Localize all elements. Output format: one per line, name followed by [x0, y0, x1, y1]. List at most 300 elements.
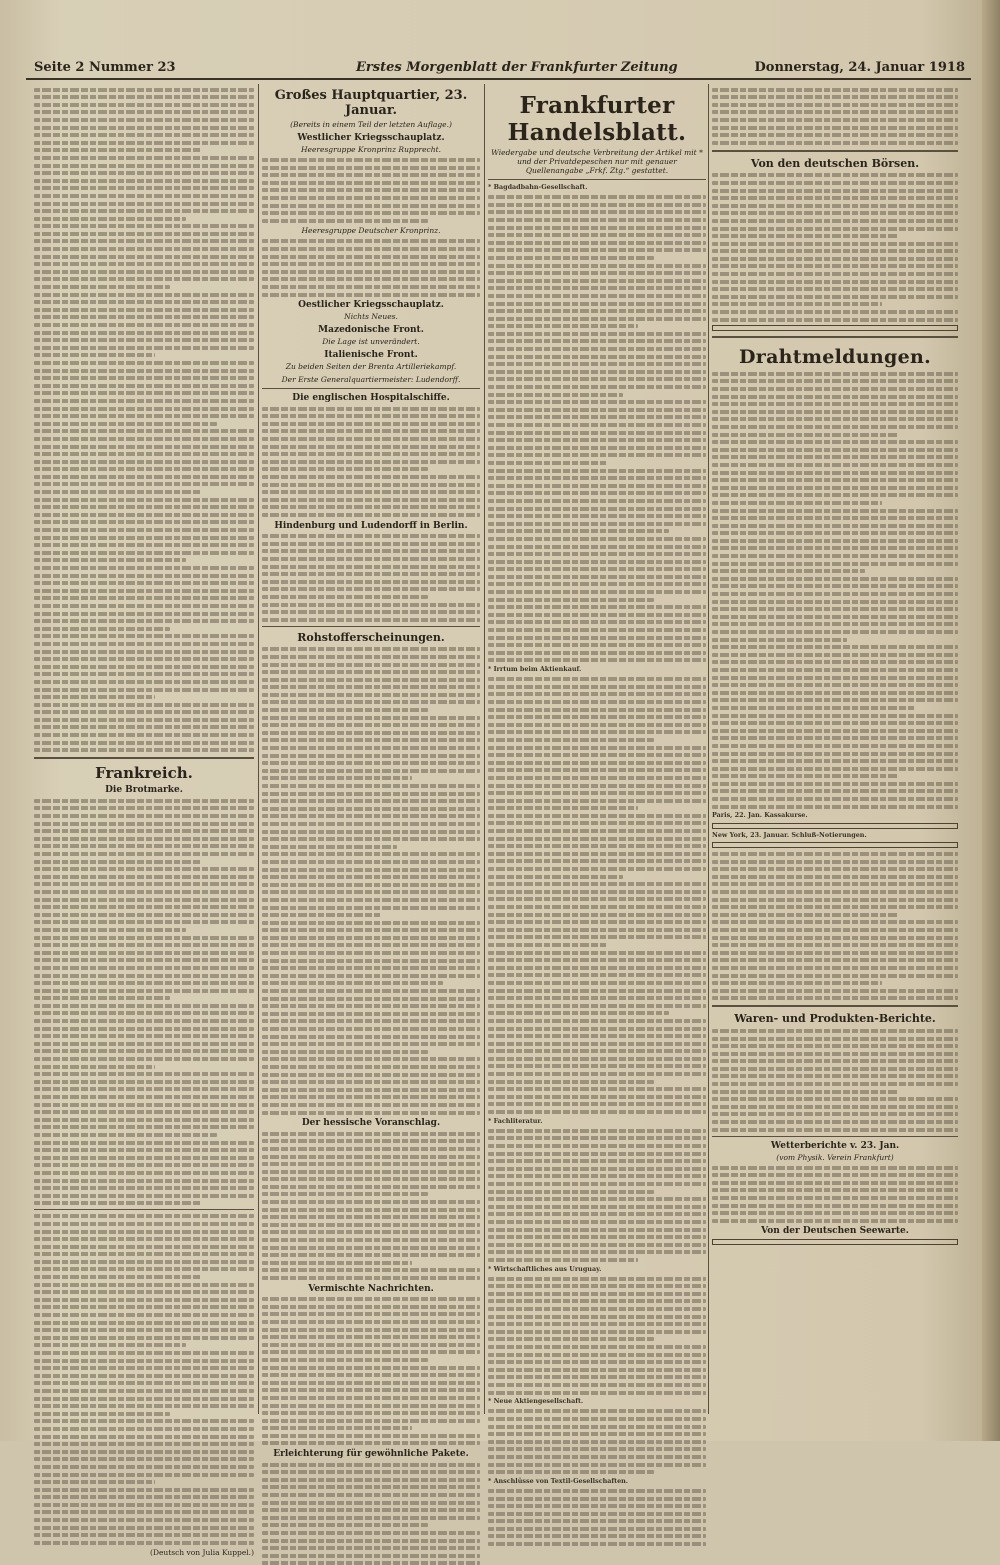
text-line	[262, 1388, 480, 1392]
text-line	[262, 173, 480, 177]
feuilleton-body	[34, 1214, 254, 1545]
text-line	[34, 1435, 254, 1439]
text-line	[34, 596, 254, 600]
text-line	[488, 264, 706, 268]
section-heading: Von den deutschen Börsen.	[750, 156, 920, 170]
text-line	[34, 852, 254, 856]
text-line	[262, 580, 480, 584]
theater-heading: Italienische Front.	[324, 350, 418, 361]
text-line	[34, 1495, 254, 1499]
text-line	[262, 204, 480, 208]
text-line	[488, 309, 706, 313]
text-line	[712, 951, 958, 955]
text-line	[712, 683, 958, 687]
text-line	[712, 379, 958, 383]
text-line	[262, 1170, 480, 1174]
text-line	[488, 438, 706, 442]
text-line	[488, 302, 706, 306]
article-heading: * Bagdadbahn-Gesellschaft.	[488, 183, 588, 191]
text-line	[488, 1250, 706, 1254]
text-line	[262, 1350, 480, 1354]
text-line	[34, 806, 254, 810]
text-line	[262, 1523, 428, 1527]
text-line	[34, 981, 254, 985]
text-line	[712, 242, 958, 246]
text-line	[488, 385, 706, 389]
text-line	[712, 860, 958, 864]
text-line	[712, 516, 958, 520]
separator	[712, 336, 958, 338]
text-line	[34, 657, 254, 661]
text-line	[488, 453, 706, 457]
text-line	[34, 346, 254, 350]
section-heading: Drahtmeldungen.	[738, 346, 931, 369]
text-line	[34, 361, 254, 365]
text-line	[488, 685, 706, 689]
text-line	[34, 943, 254, 947]
text-line	[488, 476, 706, 480]
column-3	[488, 84, 706, 1485]
text-line	[262, 498, 480, 502]
text-line	[488, 1542, 706, 1546]
text-line	[262, 663, 480, 667]
text-line	[488, 715, 706, 719]
text-line	[488, 582, 706, 586]
text-line	[488, 890, 706, 894]
text-line	[34, 551, 254, 555]
text-line	[262, 1012, 480, 1016]
text-line	[488, 1190, 654, 1194]
text-line	[34, 905, 254, 909]
text-line	[488, 210, 706, 214]
text-line	[262, 1080, 480, 1084]
text-line	[712, 302, 882, 306]
text-line	[712, 280, 958, 284]
text-line	[262, 534, 480, 538]
text-line	[712, 410, 958, 414]
text-line	[34, 88, 254, 92]
separator	[262, 388, 480, 389]
text-line	[488, 1228, 706, 1232]
text-line	[34, 619, 254, 623]
article-heading: * Wirtschaftliches aus Uruguay.	[488, 1264, 602, 1273]
text-line	[34, 141, 254, 145]
text-line	[488, 643, 706, 647]
text-line	[34, 186, 254, 190]
text-line	[488, 370, 706, 374]
text-line	[488, 636, 706, 640]
text-line	[488, 913, 706, 917]
text-line	[712, 1105, 958, 1109]
text-line	[262, 1373, 480, 1377]
text-line	[262, 913, 382, 917]
text-line	[712, 615, 958, 619]
text-line	[488, 499, 706, 503]
article-heading: * Anschlüsse von Textil-Gesellschaften.	[488, 1476, 629, 1485]
text-line	[34, 566, 254, 570]
text-line	[34, 467, 254, 471]
text-line	[262, 1073, 480, 1077]
text-line	[34, 95, 254, 99]
text-line	[488, 1212, 706, 1216]
text-line	[34, 1305, 254, 1309]
text-line	[712, 1067, 958, 1071]
text-line	[488, 746, 706, 750]
text-line	[712, 88, 958, 92]
text-line	[34, 384, 254, 388]
text-line	[34, 829, 254, 833]
text-line	[712, 264, 958, 268]
text-line	[488, 1299, 706, 1303]
text-line	[712, 219, 958, 223]
text-line	[488, 469, 706, 473]
army-group-heading: Heeresgruppe Kronprinz Rupprecht.	[301, 145, 441, 154]
text-line	[488, 829, 706, 833]
text-line	[34, 528, 254, 532]
text-line	[34, 399, 254, 403]
text-line	[262, 852, 480, 856]
text-line	[262, 738, 480, 742]
text-line	[488, 1292, 706, 1296]
separator	[712, 150, 958, 152]
text-line	[488, 605, 706, 609]
text-line	[488, 1027, 706, 1031]
text-line	[488, 1243, 706, 1247]
text-line	[262, 966, 480, 970]
newyork-quotes-table	[712, 842, 958, 848]
text-line	[34, 1222, 254, 1226]
text-line	[262, 1508, 480, 1512]
text-line	[712, 890, 958, 894]
text-line	[488, 461, 608, 465]
text-line	[262, 483, 480, 487]
text-line	[488, 1440, 706, 1444]
text-line	[712, 227, 958, 231]
text-line	[34, 718, 254, 722]
article-body	[488, 1489, 706, 1546]
text-line	[262, 262, 480, 266]
text-line	[34, 1275, 201, 1279]
text-line	[34, 118, 254, 122]
text-line	[712, 721, 958, 725]
text-line	[34, 148, 201, 152]
text-line	[262, 1019, 480, 1023]
text-line	[34, 996, 170, 1000]
text-line	[488, 1004, 706, 1008]
page-number: Seite 2 Nummer 23	[34, 60, 176, 75]
article-body	[488, 677, 706, 1114]
text-line	[262, 647, 480, 651]
text-line	[488, 852, 706, 856]
text-line	[34, 133, 254, 137]
newspaper-title: Erstes Morgenblatt der Frankfurter Zeitung	[356, 60, 678, 75]
text-line	[488, 837, 706, 841]
text-line	[262, 565, 480, 569]
text-line	[712, 1074, 958, 1078]
text-line	[262, 166, 480, 170]
text-line	[488, 981, 706, 985]
column-1	[34, 84, 254, 1558]
text-line	[488, 1152, 706, 1156]
text-line	[34, 338, 254, 342]
text-line	[712, 805, 958, 809]
text-line	[34, 1148, 254, 1152]
text-line	[34, 733, 254, 737]
text-line	[712, 936, 958, 940]
text-line	[488, 1504, 706, 1508]
article-body	[712, 88, 958, 145]
text-line	[488, 867, 706, 871]
text-line	[488, 1284, 706, 1288]
text-line	[488, 966, 706, 970]
text-line	[488, 1197, 706, 1201]
text-line	[488, 821, 706, 825]
text-line	[34, 822, 254, 826]
text-line	[488, 415, 706, 419]
text-line	[712, 211, 958, 215]
text-line	[34, 1110, 254, 1114]
text-line	[712, 417, 958, 421]
text-line	[712, 110, 958, 114]
text-line	[262, 1132, 480, 1136]
text-line	[488, 377, 706, 381]
text-line	[712, 584, 958, 588]
text-line	[262, 1155, 480, 1159]
text-line	[488, 1375, 706, 1379]
text-line	[712, 524, 958, 528]
text-line	[34, 422, 217, 426]
text-line	[262, 429, 480, 433]
text-line	[34, 665, 254, 669]
text-line	[34, 1252, 254, 1256]
text-line	[34, 1214, 254, 1218]
text-line	[34, 1427, 254, 1431]
text-line	[34, 680, 254, 684]
text-line	[488, 738, 654, 742]
theater-text: Die Lage ist unverändert.	[322, 337, 420, 347]
text-line	[262, 685, 480, 689]
text-line	[488, 408, 706, 412]
separator	[34, 757, 254, 759]
text-line	[488, 677, 706, 681]
text-line	[262, 247, 480, 251]
text-line	[34, 202, 254, 206]
text-line	[34, 429, 254, 433]
text-line	[262, 830, 480, 834]
text-line	[34, 164, 254, 168]
text-line	[712, 789, 958, 793]
text-line	[488, 560, 706, 564]
text-line	[262, 1320, 480, 1324]
text-line	[488, 1417, 706, 1421]
text-line	[488, 286, 706, 290]
text-line	[34, 505, 254, 509]
text-line	[262, 1111, 480, 1115]
text-line	[34, 103, 254, 107]
text-line	[34, 255, 254, 259]
text-line	[34, 353, 155, 357]
article-body	[262, 239, 480, 296]
article-body	[262, 1297, 480, 1445]
text-line	[262, 1215, 480, 1219]
section-heading: Waren- und Produkten-Berichte.	[734, 1012, 936, 1026]
text-line	[488, 784, 706, 788]
text-line	[262, 1261, 412, 1265]
text-line	[262, 792, 480, 796]
text-line	[34, 1245, 254, 1249]
text-line	[34, 936, 254, 940]
text-line	[712, 1211, 958, 1215]
text-line	[712, 577, 958, 581]
page-header	[26, 58, 971, 80]
text-line	[712, 653, 958, 657]
text-line	[712, 257, 958, 261]
text-line	[488, 362, 706, 366]
text-line	[34, 1004, 254, 1008]
text-line	[34, 951, 254, 955]
text-line	[712, 905, 958, 909]
text-line	[712, 272, 958, 276]
text-line	[34, 1141, 254, 1145]
text-line	[488, 1463, 706, 1467]
text-line	[34, 1019, 254, 1023]
text-line	[34, 1533, 254, 1537]
text-line	[488, 1455, 706, 1459]
text-line	[488, 791, 706, 795]
text-line	[262, 700, 480, 704]
text-line	[34, 1080, 254, 1084]
text-line	[34, 574, 254, 578]
column-rule	[708, 84, 709, 1414]
text-line	[488, 1258, 638, 1262]
text-line	[262, 1554, 480, 1558]
text-line	[262, 1546, 480, 1550]
text-line	[488, 1470, 654, 1474]
text-line	[34, 1049, 254, 1053]
article-body	[262, 158, 480, 223]
text-line	[262, 1050, 428, 1054]
text-line	[712, 706, 916, 710]
text-line	[488, 446, 706, 450]
text-line	[488, 1087, 706, 1091]
text-line	[712, 1097, 958, 1101]
text-line	[262, 890, 480, 894]
text-line	[262, 285, 480, 289]
text-line	[488, 598, 654, 602]
text-line	[488, 203, 706, 207]
text-line	[262, 1004, 480, 1008]
text-line	[262, 407, 480, 411]
text-line	[262, 1057, 480, 1061]
text-line	[34, 1321, 254, 1325]
text-line	[712, 395, 958, 399]
article-heading: * Fachliteratur.	[488, 1116, 543, 1125]
text-line	[262, 716, 480, 720]
text-line	[34, 672, 254, 676]
text-line	[712, 554, 958, 558]
text-line	[34, 1518, 254, 1522]
text-line	[262, 1268, 480, 1272]
text-line	[712, 1059, 958, 1063]
text-line	[488, 761, 706, 765]
text-line	[488, 1383, 706, 1387]
text-line	[712, 433, 899, 437]
text-line	[34, 1156, 254, 1160]
text-line	[34, 247, 254, 251]
text-line	[34, 1419, 254, 1423]
text-line	[262, 1253, 480, 1257]
text-line	[34, 126, 254, 130]
column-rule	[484, 84, 485, 1414]
text-line	[488, 1095, 706, 1099]
text-line	[262, 1185, 480, 1189]
text-line	[712, 1166, 958, 1170]
text-line	[262, 549, 480, 553]
text-line	[34, 958, 254, 962]
text-line	[488, 628, 706, 632]
text-line	[712, 562, 958, 566]
text-line	[34, 1526, 254, 1530]
text-line	[712, 920, 958, 924]
text-line	[488, 996, 706, 1000]
text-line	[262, 845, 397, 849]
text-line	[262, 452, 480, 456]
text-line	[262, 1088, 480, 1092]
text-line	[488, 248, 706, 252]
text-line	[712, 622, 958, 626]
text-line	[262, 542, 480, 546]
text-line	[34, 837, 254, 841]
text-line	[488, 859, 706, 863]
text-line	[488, 1159, 706, 1163]
text-line	[34, 799, 254, 803]
text-line	[262, 761, 480, 765]
text-line	[712, 1188, 958, 1192]
text-line	[712, 509, 958, 513]
text-line	[262, 1027, 480, 1031]
text-line	[34, 882, 254, 886]
text-line	[34, 1389, 254, 1393]
text-line	[712, 1090, 899, 1094]
text-line	[712, 1173, 958, 1177]
text-line	[488, 1391, 706, 1395]
text-line	[712, 875, 958, 879]
text-line	[262, 1411, 480, 1415]
text-line	[262, 731, 480, 735]
weather-heading: Wetterberichte v. 23. Jan.	[770, 1140, 900, 1151]
text-line	[34, 867, 254, 871]
text-line	[712, 471, 958, 475]
text-line	[34, 581, 254, 585]
text-line	[712, 486, 958, 490]
text-line	[34, 920, 254, 924]
text-line	[262, 293, 480, 297]
text-line	[488, 484, 706, 488]
text-line	[488, 256, 654, 260]
text-line	[488, 799, 706, 803]
text-line	[34, 300, 254, 304]
text-line	[34, 725, 254, 729]
text-line	[34, 1298, 254, 1302]
text-line	[488, 723, 706, 727]
text-line	[34, 1260, 254, 1264]
text-line	[488, 1353, 706, 1357]
text-line	[488, 920, 706, 924]
text-line	[488, 1080, 654, 1084]
text-line	[712, 181, 958, 185]
text-line	[488, 897, 706, 901]
text-line	[34, 604, 254, 608]
